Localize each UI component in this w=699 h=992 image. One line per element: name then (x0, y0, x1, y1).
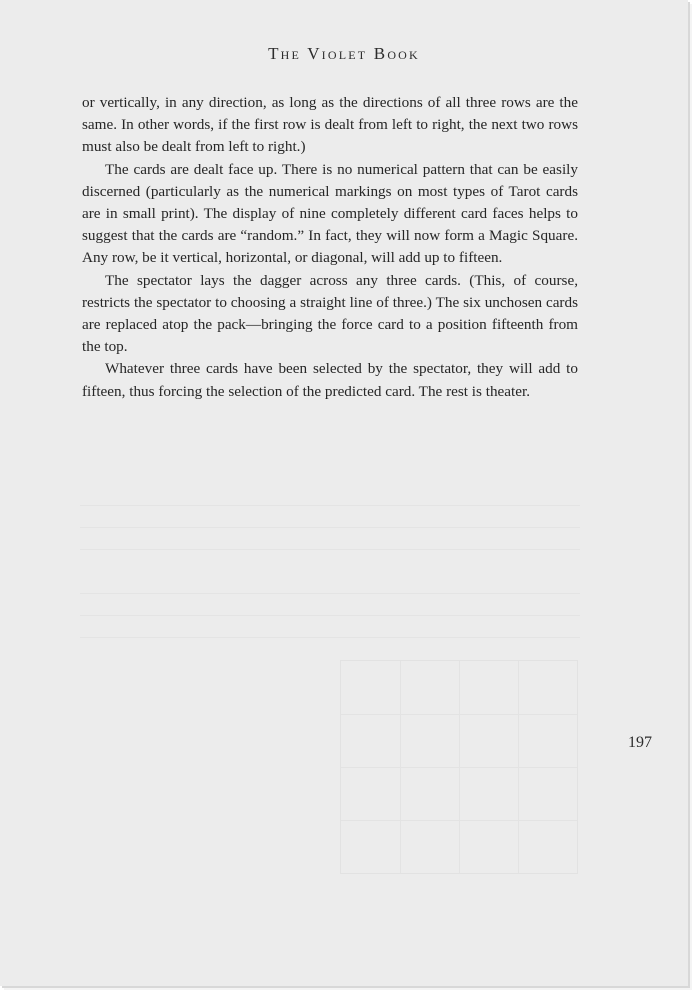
paragraph: Whatever three cards have been selected by the spectator, they will add to fifteen, thus forcing the selection of the predicted card. The rest is theater. (82, 360, 578, 400)
running-head: The Violet Book (268, 44, 420, 63)
show-through-line (80, 615, 580, 616)
page-number: 197 (628, 734, 652, 751)
paragraph: or vertically, in any direction, as long as the directions of all three rows are the same. In other words, if the first row is dealt from left to right, the next two rows must also be dealt from left to right.) (82, 94, 578, 156)
paragraph: The spectator lays the dagger across any three cards. (This, of course, restricts the spectator to choosing a straight line of three.) The six unchosen cards are replaced atop the pack—bringing the force card to a position fifteenth from the top. (82, 271, 578, 356)
show-through-line (80, 593, 580, 594)
show-through-line (80, 549, 580, 550)
show-through-line (80, 505, 580, 506)
body-text (82, 92, 578, 403)
paragraph: The cards are dealt face up. There is no numerical pattern that can be easily discerned (particularly as the numerical markings on most types of Tarot cards are in small print). The display of nine completely different card faces helps to suggest that the cards are “random.” In fact, they will now form a Magic Square. Any row, be it vertical, horizontal, or diagonal, will add up to fifteen. (82, 160, 578, 267)
show-through-grid (340, 660, 578, 874)
show-through-line (80, 637, 580, 638)
show-through-line (80, 527, 580, 528)
